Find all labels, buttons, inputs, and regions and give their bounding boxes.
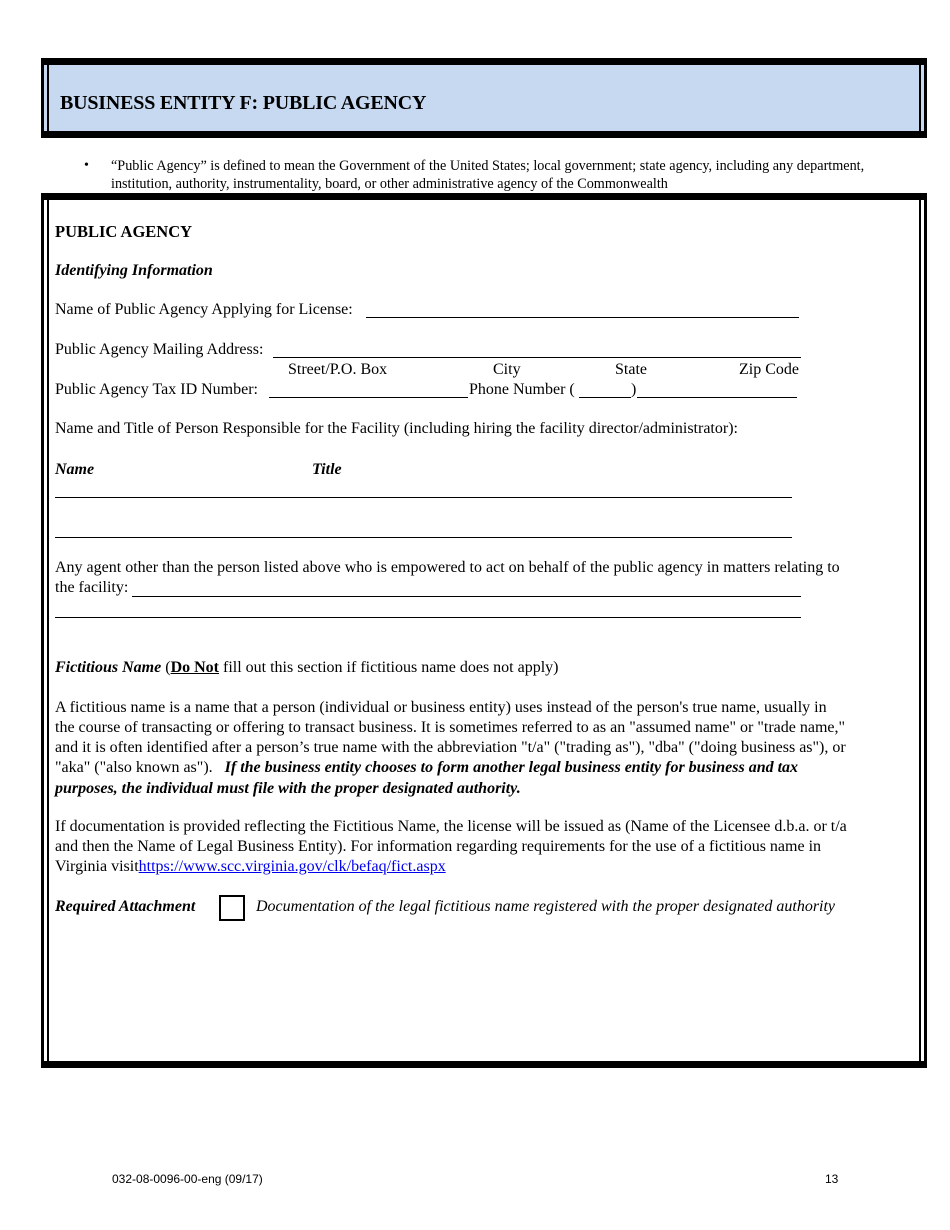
state-caption: State [615,361,647,378]
tax-id-label: Public Agency Tax ID Number: [55,381,258,398]
do-not-emphasis: Do Not [170,659,219,676]
aka-text: "aka" ("also known as"). [55,759,213,776]
agent-field-line-2[interactable] [55,617,801,618]
agent-label-line-2: the facility: [55,579,129,596]
agent-label-line-1: Any agent other than the person listed above who is empowered to act on behalf of the public agency in matters relating to [55,559,840,576]
public-agency-definition: “Public Agency” is defined to mean the Government of the United States; local government; state agency, including any department, institution, authority, instrumentality, board, or other administrative agency of the Commonwealth [111,158,865,192]
zip-caption: Zip Code [739,361,799,378]
agent-field-line-1[interactable] [132,596,801,597]
phone-label: Phone Number ( [469,381,575,398]
fictitious-para1-line-2: the course of transacting or offering to transact business. It is sometimes referred to as an "assumed name" or "trade name," [55,719,846,736]
name-column-label: Name [55,461,95,478]
fictitious-para1-line-4 [55,758,798,778]
attachment-description: Documentation of the legal fictitious name registered with the proper designated authority [256,898,836,915]
fictitious-para2-line-1: If documentation is provided reflecting the Fictitious Name, the license will be issued as (Name of the Licensee d.b.a. or t/a [55,818,847,835]
page-number: 13 [825,1172,839,1186]
legal-entity-notice-cont: purposes, the individual must file with the proper designated authority. [55,780,521,797]
responsible-person-line-1[interactable] [55,497,792,498]
responsible-person-label: Name and Title of Person Responsible for the Facility (including hiring the facility director/administrator): [55,420,738,437]
street-caption: Street/P.O. Box [288,361,388,378]
identifying-info-heading: Identifying Information [55,262,213,279]
required-attachment-label: Required Attachment [55,898,196,915]
public-agency-heading: PUBLIC AGENCY [55,222,193,241]
fictitious-instruction: fill out this section if fictitious name does not apply) [219,659,559,676]
agency-name-label: Name of Public Agency Applying for License: [55,301,353,318]
agency-name-field[interactable] [366,317,799,318]
section-header [41,58,927,138]
bullet-icon: • [84,158,89,173]
phone-close-paren: ) [631,381,637,398]
virginia-visit-text: Virginia visit [55,858,139,875]
paren-open: ( [165,659,171,676]
form-box [41,193,927,1068]
city-caption: City [493,361,521,378]
tax-id-field[interactable] [269,397,468,398]
fictitious-para1-line-3: and it is often identified after a person’s true name with the abbreviation "t/a" ("trading as"), "dba" ("doing business as"), or [55,739,846,756]
phone-number-field[interactable] [637,397,797,398]
mailing-address-label: Public Agency Mailing Address: [55,341,264,358]
phone-area-code-field[interactable] [579,397,631,398]
fictitious-name-title: Fictitious Name [55,659,162,676]
fictitious-para2-line-2: and then the Name of Legal Business Entity). For information regarding requirements for the use of a fictitious name in [55,838,822,855]
fictitious-para1-line-1: A fictitious name is a name that a person (individual or business entity) uses instead of the person's true name, usually in [55,699,827,716]
fictitious-para2-line-3 [55,857,446,877]
legal-entity-notice: If the business entity chooses to form another legal business entity for business and tax [224,759,799,776]
fictitious-name-heading [55,658,559,678]
title-column-label: Title [312,461,342,478]
attachment-checkbox[interactable] [219,895,245,921]
section-title: BUSINESS ENTITY F: PUBLIC AGENCY [60,92,427,114]
responsible-person-line-2[interactable] [55,537,792,538]
scc-fictitious-name-link[interactable]: https://www.scc.virginia.gov/clk/befaq/fict.aspx [138,858,446,875]
form-number: 032-08-0096-00-eng (09/17) [112,1172,263,1186]
mailing-address-field[interactable] [273,357,801,358]
